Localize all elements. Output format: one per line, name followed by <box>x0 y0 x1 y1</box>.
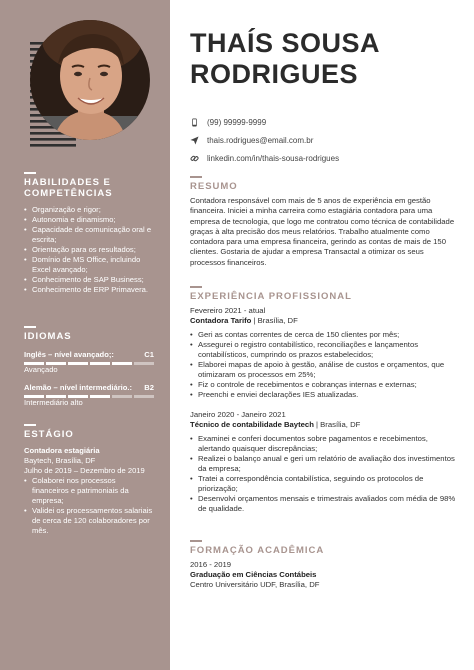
language-german <box>24 383 154 408</box>
language-level-segment <box>134 362 154 365</box>
email-address[interactable]: thais.rodrigues@email.com.br <box>207 136 314 145</box>
job-title-line <box>190 420 460 430</box>
link-icon <box>190 154 199 163</box>
education-school: Centro Universitário UDF, Brasília, DF <box>190 580 320 589</box>
skills-heading-bar <box>24 172 36 174</box>
profile-photo <box>30 20 150 140</box>
education-period: 2016 - 2019 <box>190 560 232 569</box>
languages-heading-bar <box>24 326 36 328</box>
language-level-segment <box>90 362 110 365</box>
contact-email <box>190 133 339 148</box>
contact-linkedin <box>190 151 339 166</box>
job-duty: • Geri as contas correntes de cerca de 150 clientes por mês; <box>190 330 460 340</box>
language-level-segment <box>112 395 132 398</box>
skill-item: • Conhecimento de ERP Primavera. <box>24 285 154 295</box>
candidate-name <box>190 28 380 90</box>
job-duties <box>190 330 460 400</box>
skills-section <box>24 172 154 295</box>
job-location: | Brasília, DF <box>251 316 298 325</box>
internship-heading-bar <box>24 424 36 426</box>
languages-section <box>24 326 154 416</box>
internship-role: Contadora estagiária <box>24 446 100 455</box>
contact-phone <box>190 115 339 130</box>
contact-block <box>190 115 339 169</box>
summary-heading-bar <box>190 176 202 178</box>
language-level-segment <box>134 395 154 398</box>
internship-company: Baytech, Brasília, DF <box>24 456 96 465</box>
summary-text: Contadora responsável com mais de 5 anos de experiência em gestão financeira. Iniciei a minha carreira como estagiária contadora para uma empresa de tecnologia, que logo me contratou como técnica de contabilidade graças à alta precisão dos meus relatórios. Trabalho atualmente como contadora para uma empresa financeira, gerindo as contas de mais de 150 clientes. Gostaria de ajudar a empresa Transactal a otimizar os seus processos financeiros. <box>190 196 455 267</box>
phone-icon <box>190 118 199 127</box>
skill-item: • Domínio de MS Office, incluindo Excel avançado; <box>24 255 154 275</box>
job-duty: • Examinei e conferi documentos sobre pagamentos e recebimentos, alertando quaisquer discrepâncias; <box>190 434 460 454</box>
job-duty: • Elaborei mapas de apoio à gestão, análise de custos e orçamentos, que otimizaram os processos em 25%; <box>190 360 460 380</box>
internship-section <box>24 424 154 536</box>
languages-heading: IDIOMAS <box>24 331 72 342</box>
skill-item: • Orientação para os resultados; <box>24 245 154 255</box>
skill-item: • Capacidade de comunicação oral e escrita; <box>24 225 154 245</box>
job-duty: • Realizei o balanço anual e geri um relatório de avaliação dos investimentos da empresa; <box>190 454 460 474</box>
internship-period: Julho de 2019 – Dezembro de 2019 <box>24 466 145 475</box>
job-title: Contadora Tarifo <box>190 316 252 325</box>
job-duties <box>190 434 460 514</box>
job-duty: • Tratei a correspondência contabilística, seguindo os protocolos de priorização; <box>190 474 460 494</box>
job-duty: • Fiz o controle de recebimentos e cobranças internas e externas; <box>190 380 460 390</box>
education-heading: FORMAÇÃO ACADÊMICA <box>190 545 325 556</box>
job-title: Técnico de contabilidade Baytech <box>190 420 314 429</box>
summary-heading: RESUMO <box>190 181 238 192</box>
job-period: Fevereiro 2021 - atual <box>190 306 266 315</box>
phone-number: (99) 99999-9999 <box>207 118 267 127</box>
job-period: Janeiro 2020 - Janeiro 2021 <box>190 410 286 419</box>
internship-details <box>24 446 154 476</box>
internship-list <box>24 476 154 536</box>
name-line-2: RODRIGUES <box>190 59 359 89</box>
internship-heading: ESTÁGIO <box>24 429 74 440</box>
job-duty: • Assegurei o registro contabilístico, reconciliações e lançamentos contabilísticos, cumprindo os prazos estabelecidos; <box>190 340 460 360</box>
send-icon <box>190 136 199 145</box>
experience-section <box>190 286 460 514</box>
education-heading-bar <box>190 540 202 542</box>
internship-item: • Validei os processamentos salariais de cerca de 120 colaboradores por mês. <box>24 506 154 536</box>
skill-item: • Organização e rigor; <box>24 205 154 215</box>
language-code: C1 <box>144 350 154 359</box>
education-degree: Graduação em Ciências Contábeis <box>190 570 317 579</box>
skill-item: • Autonomia e dinamismo; <box>24 215 154 225</box>
internship-item: • Colaborei nos processos financeiros e patrimoniais da empresa; <box>24 476 154 506</box>
language-level-segment <box>90 395 110 398</box>
experience-heading-bar <box>190 286 202 288</box>
language-label: Alemão – nível intermediário.: <box>24 383 133 392</box>
skill-item: • Conhecimento de SAP Business; <box>24 275 154 285</box>
language-label: Inglês – nível avançado;: <box>24 350 114 359</box>
sidebar <box>0 0 170 670</box>
job-duty: • Preenchi e enviei declarações IES atualizadas. <box>190 390 460 400</box>
summary-section <box>190 176 460 268</box>
language-code: B2 <box>144 383 154 392</box>
linkedin-url[interactable]: linkedin.com/in/thais-sousa-rodrigues <box>207 154 340 163</box>
job-title-line <box>190 316 460 326</box>
language-english <box>24 350 154 375</box>
skills-heading: HABILIDADES E COMPETÊNCIAS <box>24 177 113 199</box>
experience-heading: EXPERIÊNCIA PROFISSIONAL <box>190 291 352 302</box>
skills-list <box>24 205 154 295</box>
language-level-segment <box>112 362 132 365</box>
language-level: Intermediário alto <box>24 398 83 407</box>
education-section <box>190 540 460 590</box>
language-level-segment <box>68 362 88 365</box>
name-line-1: THAÍS SOUSA <box>190 28 381 58</box>
job-duty: • Desenvolvi orçamentos mensais e trimestrais avaliados com média de 98% de qualidade. <box>190 494 460 514</box>
job-entry <box>190 410 460 514</box>
job-location: | Brasília, DF <box>313 420 361 429</box>
profile-photo-wrap <box>30 20 150 140</box>
language-level: Avançado <box>24 365 58 374</box>
job-entry <box>190 306 460 400</box>
